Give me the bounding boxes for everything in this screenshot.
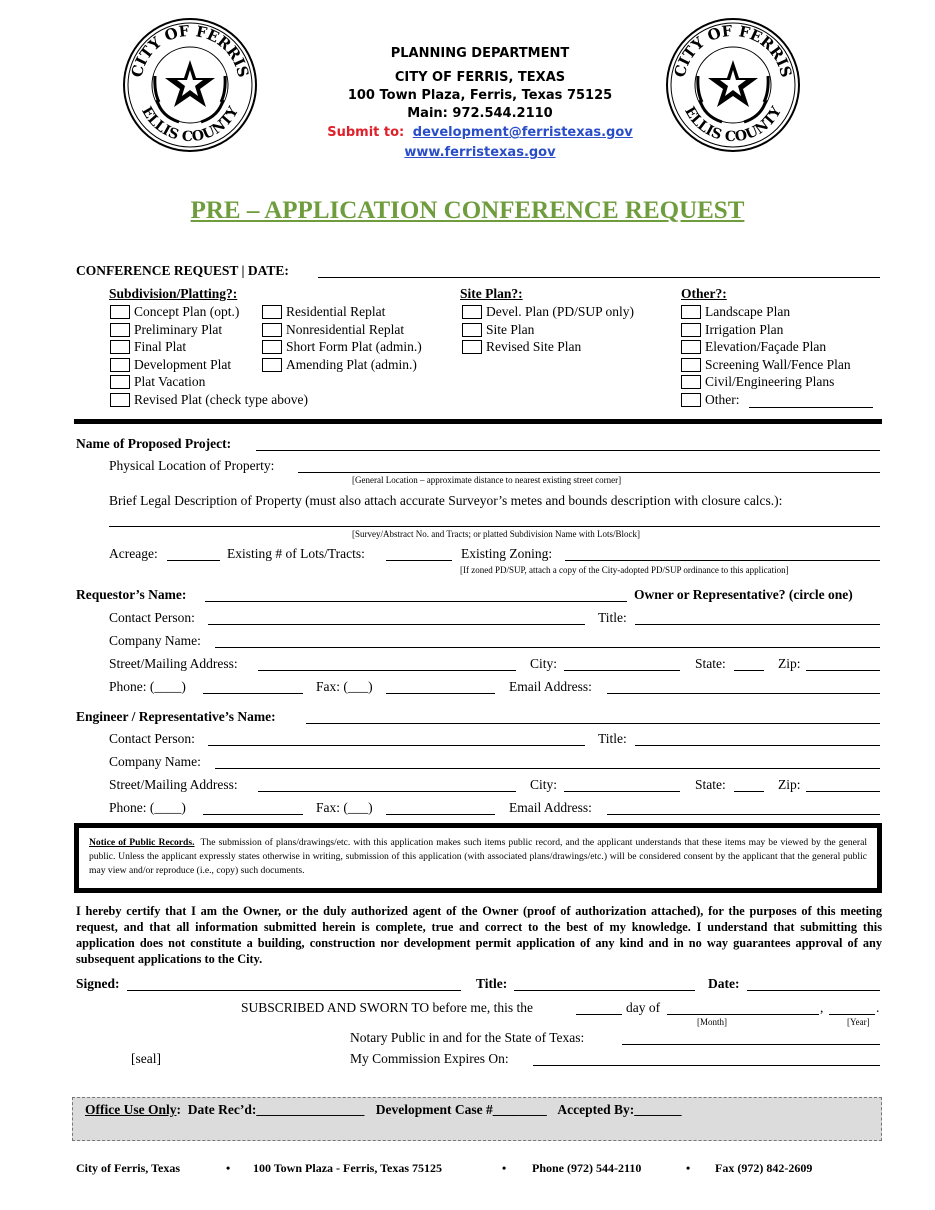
location-field[interactable] — [298, 472, 880, 473]
eng-company-label: Company Name: — [109, 754, 201, 769]
checkbox-landscape-plan[interactable]: Landscape Plan — [681, 304, 790, 320]
checkbox-nonresidential-replat[interactable]: Nonresidential Replat — [262, 322, 404, 338]
req-zip-field[interactable] — [806, 670, 880, 671]
eng-fax-label: Fax: (___) — [316, 800, 373, 815]
footer-bullet-1: • — [226, 1161, 231, 1175]
other-text-field[interactable] — [749, 407, 873, 408]
req-street-label: Street/Mailing Address: — [109, 656, 238, 671]
seal-label: [seal] — [131, 1051, 161, 1066]
commission-label: My Commission Expires On: — [350, 1051, 509, 1066]
req-city-label: City: — [530, 656, 558, 671]
checkbox-revised-site-plan[interactable]: Revised Site Plan — [462, 339, 581, 355]
checkbox-devel-plan[interactable]: Devel. Plan (PD/SUP only) — [462, 304, 634, 320]
eng-state-label: State: — [695, 777, 726, 792]
req-contact-label: Contact Person: — [109, 610, 195, 625]
legal-description-label: Brief Legal Description of Property (must also attach accurate Surveyor’s metes and bounds description with closure calcs.): — [109, 493, 783, 508]
sig-date-field[interactable] — [747, 990, 880, 991]
req-email-label: Email Address: — [509, 679, 592, 694]
office-case-number[interactable]: Development Case #________ — [375, 1102, 547, 1117]
eng-fax-field[interactable] — [386, 814, 495, 815]
sworn-month-field[interactable] — [667, 1014, 819, 1015]
req-company-label: Company Name: — [109, 633, 201, 648]
svg-text:ELLIS COUNTY: ELLIS COUNTY — [138, 104, 242, 146]
footer-bullet-3: • — [686, 1161, 691, 1175]
svg-text:ELLIS COUNTY: ELLIS COUNTY — [681, 104, 785, 146]
lots-label: Existing # of Lots/Tracts: — [227, 546, 365, 561]
req-phone-label: Phone: (____) — [109, 679, 186, 694]
footer-address: 100 Town Plaza - Ferris, Texas 75125 — [253, 1161, 443, 1175]
eng-zip-field[interactable] — [806, 791, 880, 792]
sworn-year-field[interactable] — [829, 1014, 875, 1015]
eng-email-label: Email Address: — [509, 800, 592, 815]
notary-label: Notary Public in and for the State of Texas: — [350, 1030, 585, 1045]
day-of-label: day of — [626, 1000, 661, 1015]
checkbox-civil-plans[interactable]: Civil/Engineering Plans — [681, 374, 834, 390]
req-fax-label: Fax: (___) — [316, 679, 373, 694]
req-email-field[interactable] — [607, 693, 880, 694]
eng-contact-label: Contact Person: — [109, 731, 195, 746]
requestor-name-field[interactable] — [205, 601, 627, 602]
city-seal-right — [664, 16, 802, 154]
website-link[interactable]: www.ferristexas.gov — [404, 145, 556, 160]
conference-date-field[interactable] — [318, 277, 880, 278]
eng-street-field[interactable] — [258, 791, 516, 792]
zoning-hint: [If zoned PD/SUP, attach a copy of the City-adopted PD/SUP ordinance to this application] — [460, 565, 789, 575]
header-address: 100 Town Plaza, Ferris, Texas 75125 — [347, 88, 613, 103]
footer-phone: Phone (972) 544-2110 — [532, 1161, 642, 1175]
public-records-notice — [74, 823, 882, 893]
engineer-name-label: Engineer / Representative’s Name: — [76, 709, 276, 724]
req-phone-field[interactable] — [203, 693, 303, 694]
req-title-field[interactable] — [635, 624, 880, 625]
svg-text:CITY OF FERRIS: CITY OF FERRIS — [670, 21, 796, 80]
eng-city-label: City: — [530, 777, 558, 792]
sworn-label: SUBSCRIBED AND SWORN TO before me, this the — [241, 1000, 534, 1015]
sworn-day-field[interactable] — [576, 1014, 622, 1015]
office-use-label: Office Use Only — [85, 1102, 177, 1117]
acreage-field[interactable] — [167, 560, 220, 561]
req-state-field[interactable] — [734, 670, 764, 671]
req-city-field[interactable] — [564, 670, 680, 671]
eng-title-label: Title: — [598, 731, 627, 746]
checkbox-other[interactable]: Other: — [681, 392, 740, 408]
req-fax-field[interactable] — [386, 693, 495, 694]
notice-body: The submission of plans/drawings/etc. with this application makes such items public record, and the applicant understands that these items may be viewed by the general public. Unless the applicant expressly states otherwise in writing, submission of this application (with associated plans/drawings/etc.) will be considered consent by the applicant that the general public may view and/or reproduce (i.e., copy) such documents. — [89, 837, 868, 876]
city-seal-left — [121, 16, 259, 154]
checkbox-development-plat[interactable]: Development Plat — [110, 357, 231, 373]
req-zip-label: Zip: — [778, 656, 801, 671]
header-main-phone: Main: 972.544.2110 — [407, 106, 553, 121]
eng-phone-field[interactable] — [203, 814, 303, 815]
eng-city-field[interactable] — [564, 791, 680, 792]
req-title-label: Title: — [598, 610, 627, 625]
office-use-row: Office Use Only: Date Rec’d:________________ Development Case #________ Accepted By:_______ — [85, 1102, 682, 1117]
sig-date-label: Date: — [708, 976, 740, 991]
checkbox-irrigation-plan[interactable]: Irrigation Plan — [681, 322, 783, 338]
office-date-received[interactable]: Date Rec’d:________________ — [187, 1102, 365, 1117]
project-name-label: Name of Proposed Project: — [76, 436, 232, 451]
checkbox-site-plan[interactable]: Site Plan — [462, 322, 534, 338]
header-submit — [280, 124, 680, 142]
notary-field[interactable] — [622, 1044, 880, 1045]
other-heading: Other?: — [681, 286, 727, 301]
checkbox-plat-vacation[interactable]: Plat Vacation — [110, 374, 205, 390]
section-divider — [74, 419, 882, 424]
lots-field[interactable] — [386, 560, 452, 561]
eng-email-field[interactable] — [607, 814, 880, 815]
eng-contact-field[interactable] — [208, 745, 585, 746]
commission-field[interactable] — [533, 1065, 880, 1066]
notice-heading: Notice of Public Records. — [89, 837, 195, 848]
sig-title-label: Title: — [476, 976, 508, 991]
page-title: PRE – APPLICATION CONFERENCE REQUEST — [190, 197, 745, 224]
sworn-comma: , — [820, 1000, 824, 1015]
req-company-field[interactable] — [215, 647, 880, 648]
engineer-name-field[interactable] — [306, 723, 880, 724]
month-hint: [Month] — [697, 1017, 727, 1027]
location-hint: [General Location – approximate distance to nearest existing street corner] — [352, 475, 622, 485]
checkbox-short-form-plat[interactable]: Short Form Plat (admin.) — [262, 339, 422, 355]
checkbox-residential-replat[interactable]: Residential Replat — [262, 304, 385, 320]
eng-phone-label: Phone: (____) — [109, 800, 186, 815]
checkbox-preliminary-plat[interactable]: Preliminary Plat — [110, 322, 222, 338]
submit-email-link[interactable]: development@ferristexas.gov — [412, 125, 633, 140]
svg-text:CITY OF FERRIS: CITY OF FERRIS — [127, 21, 253, 80]
site-plan-heading: Site Plan?: — [460, 286, 523, 301]
eng-zip-label: Zip: — [778, 777, 801, 792]
checkbox-concept-plan[interactable]: Concept Plan (opt.) — [110, 304, 239, 320]
checkbox-screening-wall-plan[interactable]: Screening Wall/Fence Plan — [681, 357, 851, 373]
footer-city: City of Ferris, Texas — [76, 1161, 180, 1175]
project-name-field[interactable] — [256, 450, 880, 451]
office-accepted-by[interactable]: Accepted By:_______ — [557, 1102, 682, 1117]
legal-description-field[interactable] — [109, 526, 880, 527]
signed-label: Signed: — [76, 976, 120, 991]
checkbox-elevation-plan[interactable]: Elevation/Façade Plan — [681, 339, 826, 355]
header-website — [280, 144, 680, 162]
eng-state-field[interactable] — [734, 791, 764, 792]
footer-bullet-2: • — [502, 1161, 507, 1175]
footer-fax: Fax (972) 842-2609 — [715, 1161, 813, 1175]
sig-title-field[interactable] — [514, 990, 695, 991]
certification-text: I hereby certify that I am the Owner, or the duly authorized agent of the Owner (proof of authorization attached), for the purposes of this meeting request, and that all information submitted herein is complete, true and correct to the best of my knowledge. I understand that submitting this application does not constitute a building, construction nor development permit application of any kind and in no way guarantees approval of any subsequent applications to the City. — [76, 904, 882, 966]
checkbox-amending-plat[interactable]: Amending Plat (admin.) — [262, 357, 417, 373]
header-city: CITY OF FERRIS, TEXAS — [394, 70, 566, 85]
checkbox-final-plat[interactable]: Final Plat — [110, 339, 186, 355]
requestor-name-label: Requestor’s Name: — [76, 587, 187, 602]
submit-label: Submit to: — [327, 125, 405, 140]
subdivision-heading: Subdivision/Platting?: — [109, 286, 238, 301]
owner-or-rep-label: Owner or Representative? (circle one) — [634, 587, 853, 602]
year-hint: [Year] — [847, 1017, 870, 1027]
location-label: Physical Location of Property: — [109, 458, 275, 473]
checkbox-revised-plat[interactable]: Revised Plat (check type above) — [110, 392, 308, 408]
signed-field[interactable] — [127, 990, 461, 991]
req-state-label: State: — [695, 656, 726, 671]
zoning-label: Existing Zoning: — [461, 546, 553, 561]
eng-street-label: Street/Mailing Address: — [109, 777, 238, 792]
zoning-field[interactable] — [565, 560, 880, 561]
conference-date-label: CONFERENCE REQUEST | DATE: — [76, 263, 289, 278]
sworn-period: . — [876, 1000, 880, 1015]
req-contact-field[interactable] — [208, 624, 585, 625]
eng-company-field[interactable] — [215, 768, 880, 769]
office-use-box — [72, 1097, 882, 1141]
req-street-field[interactable] — [258, 670, 516, 671]
eng-title-field[interactable] — [635, 745, 880, 746]
header-dept: PLANNING DEPARTMENT — [390, 46, 570, 61]
legal-description-hint: [Survey/Abstract No. and Tracts; or platted Subdivision Name with Lots/Block] — [352, 529, 640, 539]
acreage-label: Acreage: — [109, 546, 158, 561]
